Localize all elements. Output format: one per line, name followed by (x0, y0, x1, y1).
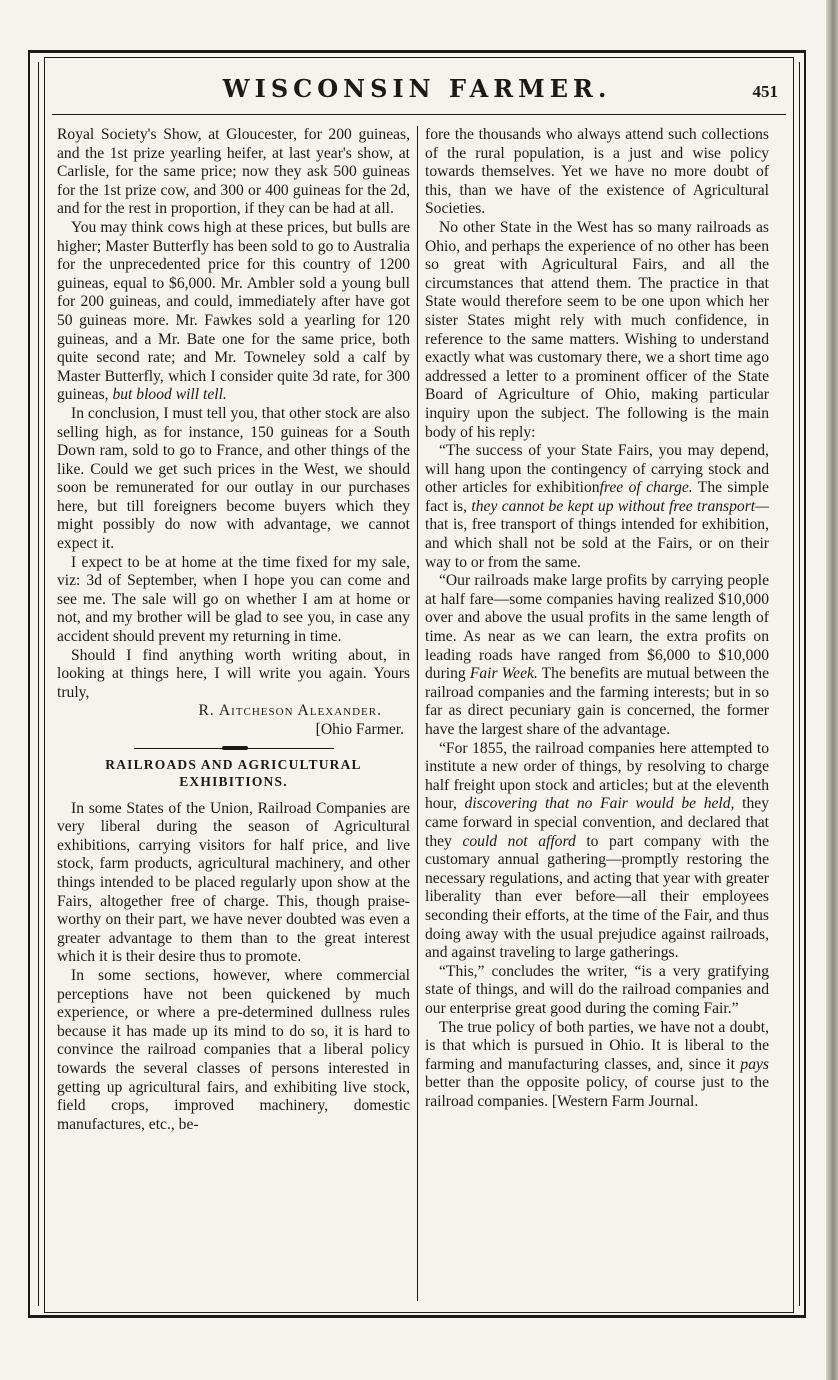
header-rule (52, 114, 786, 115)
source-credit: [Ohio Farmer. (315, 721, 404, 738)
page-header (52, 74, 782, 110)
paragraph (57, 219, 410, 405)
paragraph-text: they came forward in special convention, and declared that they (425, 795, 769, 850)
running-title: WISCONSIN FARMER. (222, 74, 612, 103)
emphasis-text: free of charge. (599, 479, 693, 497)
emphasis-text: could not afford (462, 832, 576, 850)
paragraph-text: better than the opposite policy, of course just to the railroad companies. (425, 1074, 769, 1110)
ornamental-divider (134, 746, 334, 750)
paragraph: No other State in the West has so many railroads as Ohio, and perhaps the experience of no other has been so great with Agricultural Fairs, and all the circumstances that attend them. The practice in that State would therefore seem to be one upon which her sister States might rely with much confidence, in reference to the same matters. Wishing to understand exactly what was customary there, we a short time ago addressed a letter to a prominent officer of the State Board of Agriculture of Ohio, making particular inquiry upon the subject. The following is the main body of his reply: (425, 218, 769, 441)
paragraph: In conclusion, I must tell you, that other stock are also selling high, as for instance, 150 guineas for a South Down ram, sold to go to France, and other things of the like. Could we get such prices in the West, we should soon be remunerated for our outlay in our purchases here, but till foreigners become buyers which they might possibly do now with advantage, we cannot expect it. (57, 404, 410, 553)
right-column (425, 126, 769, 1111)
section-heading: RAILROADS AND AGRICULTURAL EXHIBITIONS. (105, 756, 362, 789)
paragraph-text: “The success of your State Fairs, you may depend, will hang upon the contingency of carrying stock and other articles for exhibition (425, 442, 769, 497)
paragraph-text: that is, free transport of things intended for exhibition, and which shall not be sold at the Fairs, or on their way to or from the same. (425, 516, 769, 571)
source-credit: [Western Farm Journal. (551, 1092, 699, 1110)
paragraph-text: “For 1855, the railroad companies here attempted to institute a new order of things, by resolving to charge half freight upon stock and articles; but at the eleventh hour, (425, 739, 769, 813)
emphasis-text: they cannot be kept up without free transport— (471, 497, 769, 515)
paragraph-text: to part company with the customary annual gathering—promptly restoring the necessary regulations, and acting that year with greater liberality than ever before—all their employees seconding their efforts, at the time of the Fair, and thus doing away with the usual prejudice against railroads, and against traveling to large gatherings. (425, 832, 769, 962)
paragraph: “This,” concludes the writer, “is a very gratifying state of things, and will do the railroad companies and our enterprise great good during the coming Fair.” (425, 962, 769, 1017)
emphasis-text: pays (740, 1055, 769, 1073)
paragraph: Royal Society's Show, at Gloucester, for 200 guineas, and the 1st prize yearling heifer, at last year's show, at Carlisle, for the same price; now they ask 500 guineas for the 1st prize cow, and 300 or 400 guineas for the 2d, and for the rest in proportion, if they can be had at all. (57, 126, 410, 218)
paragraph: In some States of the Union, Railroad Companies are very liberal during the season of Agricultural exhibitions, carrying visitors for half price, and live stock, farm products, agricultural machinery, and other things intended to be placed regularly upon show at the Fairs, altogether free of charge. This, though praise-worthy on their part, we have never doubted was even a greater advantage to them than to the great interest which it is their desire thus to promote. (57, 799, 410, 966)
emphasis-text: discovering that no Fair would be held, (464, 795, 735, 813)
signature (57, 702, 410, 721)
paragraph (425, 1019, 769, 1112)
paragraph-text: You may think cows high at these prices, but bulls are higher; Master Butterfly has been sold to go to Australia for the unprecedented price for this country of 1200 guineas, equal to $6,000. Mr. Ambler sold a young bull for 200 guineas, and could, immediately after have got 50 guineas more. Mr. Fawkes sold a yearling for 120 guineas, and a Mr. Bate one for the same price, both quite second rate; and Mr. Towneley sold a calf by Master Butterfly, which I consider quite 3d rate, for 300 guineas, (57, 218, 410, 404)
page-edge (826, 0, 838, 1380)
paragraph (425, 572, 769, 739)
paragraph: I expect to be at home at the time fixed for my sale, viz: 3d of September, when I hope you can come and see me. The sale will go on whether I am at home or not, and my brother will be glad to see you, in case any accident should prevent my returning in time. (57, 553, 410, 646)
paragraph-text: The true policy of both parties, we have not a doubt, is that which is pursued in Ohio. It is liberal to the farming and manufacturing classes, and, since it (425, 1018, 769, 1073)
paragraph: In some sections, however, where commercial perceptions have not been quickened by much experience, or where a pre-determined dullness rules because it has made up its mind to do so, it is hard to convince the railroad companies that a liberal policy towards the several classes of persons interested in getting up agricultural fairs, and exhibiting live stock, field crops, improved machinery, domestic manufactures, etc., be- (57, 966, 410, 1133)
emphasis-text: but blood will tell. (112, 386, 227, 404)
column-rule (417, 126, 418, 1301)
page-number: 451 (752, 82, 778, 101)
paragraph-text: The benefits are mutual between the railroad companies and the farming interests; but in so far as direct pecuniary gain is concerned, the former have the largest share of the advantage. (425, 665, 770, 738)
paragraph-text: “Our railroads make large profits by carrying people at half fare—some companies having realized $10,000 over and above the usual profits in the same length of time. As near as we can learn, the extra profits on leading roads have ranged from $6,000 to $10,000 during (425, 572, 769, 683)
paragraph (425, 740, 769, 963)
emphasis-text: Fair Week. (469, 665, 538, 683)
paragraph-text: The simple fact is, (425, 479, 769, 515)
left-column (57, 126, 410, 1134)
paragraph: fore the thousands who always attend such collections of the rural population, is a just and wise policy towards themselves. Yet we have no more doubt of this, than we have of the existence of Agricultural Societies. (425, 126, 769, 218)
signature-text: R. Aitcheson Alexander. (198, 702, 382, 720)
paragraph (425, 442, 769, 572)
paragraph: Should I find anything worth writing about, in looking at things here, I will write you again. Yours truly, (57, 646, 410, 701)
